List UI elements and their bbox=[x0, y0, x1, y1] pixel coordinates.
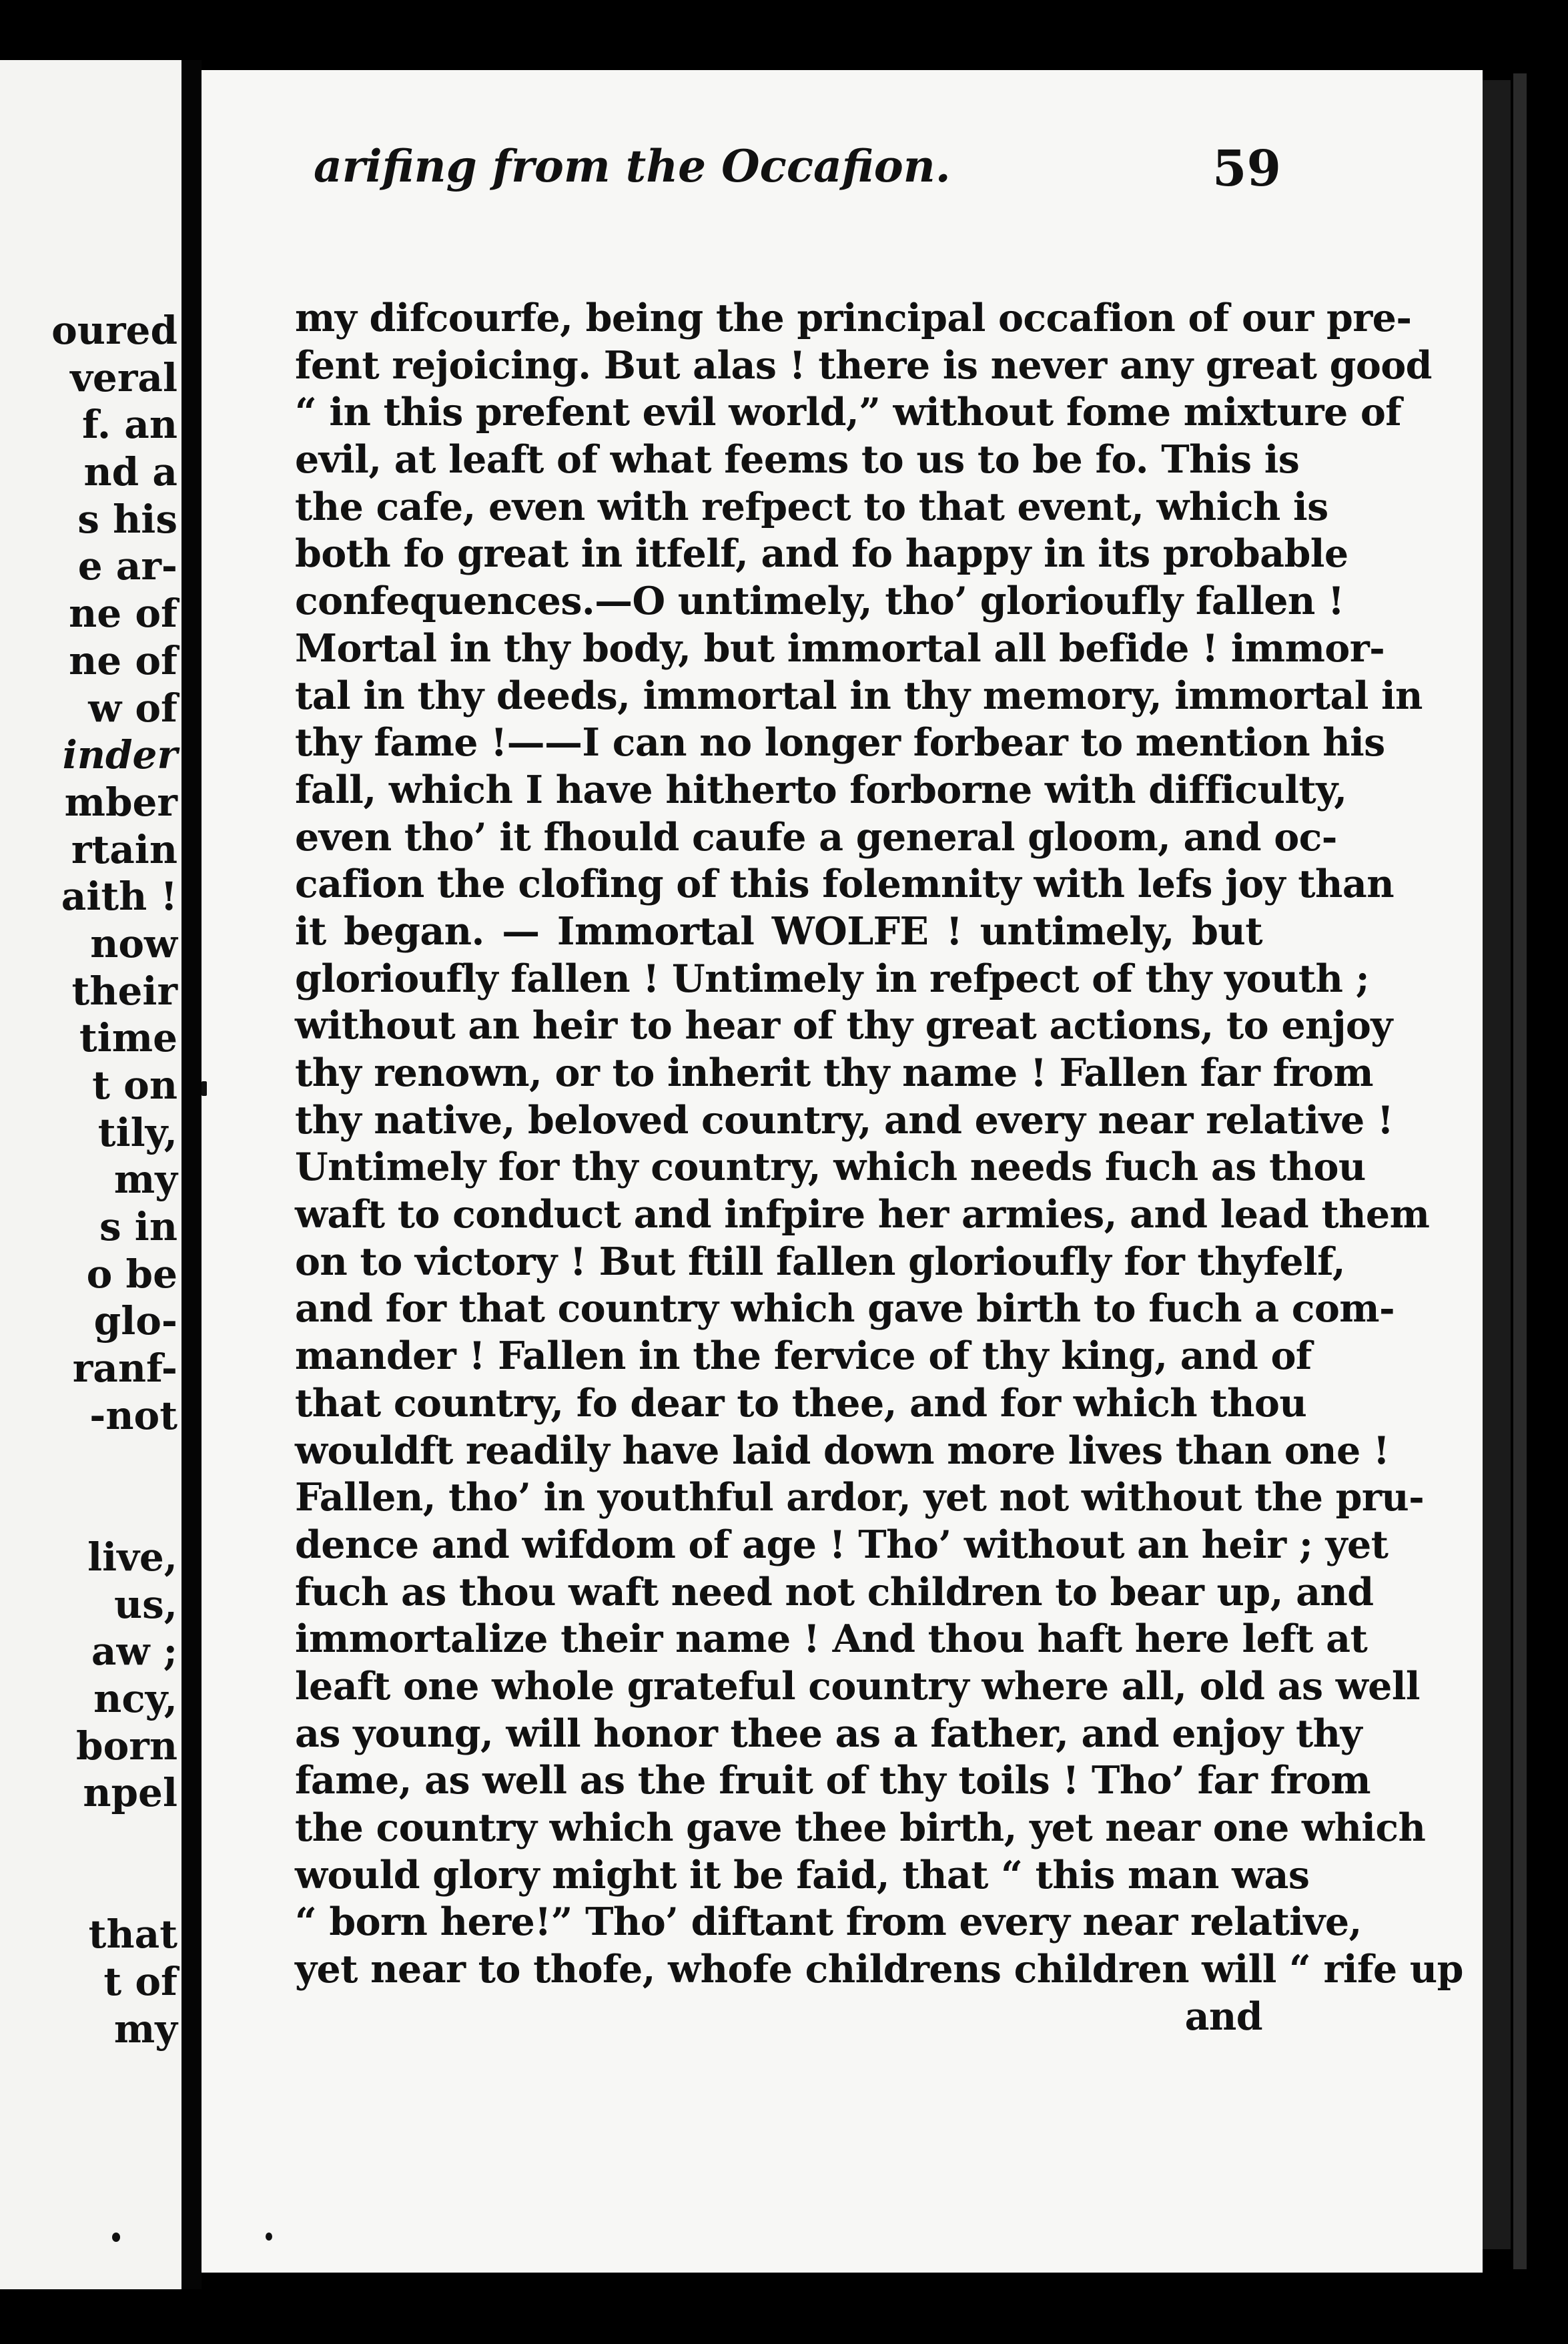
text-line: fall, which I have hitherto forborne with difficulty, bbox=[295, 767, 1347, 812]
text-line: “ in this prefent evil world,” without fome mixture of bbox=[295, 390, 1402, 435]
left-page-line bbox=[51, 1440, 177, 1487]
text-line: yet near to thofe, whofe childrens children will “ rife up bbox=[295, 1947, 1463, 1992]
running-head-title: arifing from the Occafion. bbox=[314, 140, 951, 192]
text-line: tal in thy deeds, immortal in thy memory, immortal in bbox=[295, 673, 1423, 718]
text-line: Fallen, tho’ in youthful ardor, yet not without the pru- bbox=[295, 1475, 1425, 1520]
left-page-line: time bbox=[79, 1015, 177, 1061]
catchword: and bbox=[1184, 1994, 1262, 2039]
body-text bbox=[295, 295, 1463, 2040]
ink-speck bbox=[266, 2233, 272, 2241]
left-page-line: o be bbox=[86, 1251, 177, 1297]
left-page-line: ranf- bbox=[72, 1346, 177, 1392]
left-page-line: my bbox=[113, 2006, 177, 2052]
ink-speck bbox=[112, 2233, 120, 2242]
left-page-line: ne of bbox=[69, 591, 177, 637]
text-line: even tho’ it fhould caufe a general gloom, and oc- bbox=[295, 814, 1337, 860]
left-page-line: -not bbox=[89, 1392, 177, 1438]
left-page-line bbox=[51, 1817, 177, 1864]
text-line: fuch as thou waft need not children to bear up, and bbox=[295, 1569, 1374, 1615]
text-line: evil, at leaft of what feems to us to be fo. This is bbox=[295, 437, 1300, 483]
left-page-line: that bbox=[88, 1912, 177, 1958]
text-line: immortalize their name ! And thou haft here left at bbox=[295, 1617, 1368, 1662]
page-number: 59 bbox=[1212, 140, 1281, 198]
text-line: Mortal in thy body, but immortal all befide ! immor- bbox=[295, 625, 1385, 671]
left-page-line: us, bbox=[113, 1581, 177, 1627]
left-page-line: my bbox=[113, 1157, 177, 1203]
left-page-line: s in bbox=[99, 1204, 177, 1250]
left-page-line: born bbox=[76, 1723, 177, 1769]
left-page-line: ncy, bbox=[93, 1675, 177, 1721]
text-line: “ born here!” Tho’ diftant from every near relative, bbox=[295, 1899, 1362, 1945]
left-page-line: oured bbox=[51, 308, 177, 353]
text-line: waft to conduct and infpire her armies, and lead them bbox=[295, 1192, 1430, 1237]
left-page-line: glo- bbox=[93, 1298, 177, 1344]
left-page-text bbox=[51, 307, 177, 2052]
text-line: the cafe, even with refpect to that event, which is bbox=[295, 484, 1328, 529]
left-page-line bbox=[51, 1486, 177, 1534]
text-line: leaft one whole grateful country where all, old as well bbox=[295, 1663, 1420, 1709]
text-line: thy native, beloved country, and every near relative ! bbox=[295, 1097, 1394, 1143]
text-line: that country, fo dear to thee, and for which thou bbox=[295, 1380, 1307, 1426]
text-line: glorioufly fallen ! Untimely in refpect of thy youth ; bbox=[295, 956, 1370, 1001]
text-line: my difcourfe, being the principal occafion of our pre- bbox=[295, 296, 1412, 340]
left-page-line: ne of bbox=[69, 637, 177, 683]
running-head bbox=[314, 140, 1281, 214]
left-page-line: mber bbox=[64, 779, 177, 825]
left-page-line: nd a bbox=[83, 449, 177, 495]
left-page bbox=[0, 60, 181, 2289]
left-page-line: f. an bbox=[81, 402, 177, 448]
text-line: and for that country which gave birth to fuch a com- bbox=[295, 1286, 1395, 1332]
text-line: the country which gave thee birth, yet near one which bbox=[295, 1805, 1426, 1850]
left-page-line: now bbox=[90, 920, 177, 966]
margin-mark bbox=[202, 1081, 207, 1096]
text-line: cafion the clofing of this folemnity with lefs joy than bbox=[295, 862, 1395, 907]
left-page-line: tily, bbox=[97, 1109, 177, 1155]
text-line: fame, as well as the fruit of thy toils ! Tho’ far from bbox=[295, 1758, 1370, 1803]
text-line: thy fame !——I can no longer forbear to mention his bbox=[295, 720, 1385, 766]
text-line: dence and wifdom of age ! Tho’ without an heir ; yet bbox=[295, 1522, 1389, 1567]
left-page-line: veral bbox=[70, 354, 177, 400]
text-line: both fo great in itfelf, and fo happy in its probable bbox=[295, 531, 1348, 577]
left-page-line bbox=[51, 1864, 177, 1912]
text-line: Untimely for thy country, which needs fuch as thou bbox=[295, 1145, 1366, 1190]
left-page-line: their bbox=[71, 968, 177, 1014]
left-page-line: t of bbox=[103, 1959, 177, 2005]
page-edge bbox=[1483, 80, 1511, 2249]
left-page-line: e ar- bbox=[77, 543, 177, 589]
text-line: wouldft readily have laid down more lives than one ! bbox=[295, 1428, 1390, 1473]
text-line: thy renown, or to inherit thy name ! Fallen far from bbox=[295, 1051, 1373, 1095]
page-edge-outer bbox=[1513, 73, 1527, 2269]
text-line: on to victory ! But ftill fallen glorioufly for thyfelf, bbox=[295, 1239, 1346, 1284]
text-line: mander ! Fallen in the fervice of thy king, and of bbox=[295, 1334, 1312, 1379]
text-line: confequences.—O untimely, tho’ glorioufly fallen ! bbox=[295, 579, 1344, 624]
left-page-line: live, bbox=[87, 1534, 177, 1580]
left-page-line: aith ! bbox=[61, 874, 177, 920]
left-page-line: npel bbox=[83, 1770, 177, 1816]
text-line: without an heir to hear of thy great actions, to enjoy bbox=[295, 1003, 1393, 1049]
text-line: would glory might it be faid, that “ this man was bbox=[295, 1852, 1310, 1897]
left-page-line: rtain bbox=[71, 826, 177, 872]
text-line: as young, will honor thee as a father, and enjoy thy bbox=[295, 1711, 1362, 1756]
left-page-line: inder bbox=[62, 732, 177, 778]
left-page-line: aw ; bbox=[91, 1629, 177, 1675]
page-gutter bbox=[181, 60, 202, 2289]
left-page-line: t on bbox=[92, 1063, 177, 1108]
text-line: it began. — Immortal WOLFE ! untimely, but bbox=[295, 908, 1262, 954]
left-page-line: w of bbox=[88, 685, 177, 731]
left-page-line: s his bbox=[77, 496, 177, 542]
text-line: fent rejoicing. But alas ! there is never any great good bbox=[295, 342, 1432, 388]
